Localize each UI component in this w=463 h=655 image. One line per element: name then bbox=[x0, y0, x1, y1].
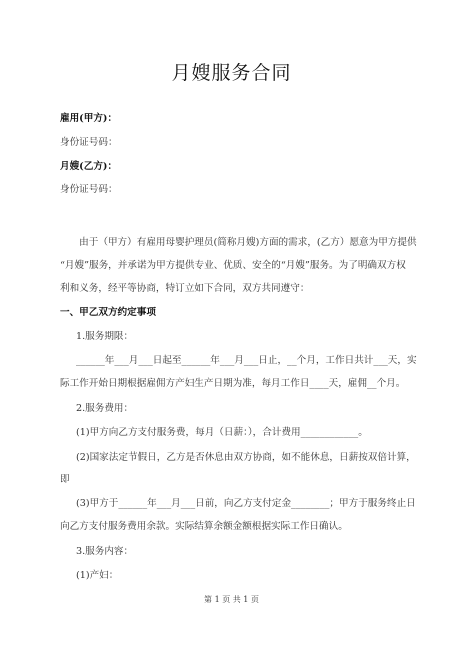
item-2-paragraph-3-line-1: (3)甲方于______年___月___日前，向乙方支付定金________；甲方于服务终止日 bbox=[76, 498, 416, 509]
intro-line-2: “月嫂”服务，并承诺为甲方提供专业、优质、安全的“月嫂”服务。为了明确双方权 bbox=[60, 260, 406, 271]
item-1-label: 1.服务期限： bbox=[76, 331, 134, 342]
party-a-id-label: 身份证号码： bbox=[60, 137, 118, 148]
item-2-paragraph-1: (1)甲方向乙方支付服务费，每月（日薪：），合计费用____________。 bbox=[76, 427, 368, 438]
page-footer: 第 1 页 共 1 页 bbox=[204, 595, 259, 604]
document-title: 月嫂服务合同 bbox=[171, 62, 292, 84]
party-b-label: 月嫂(乙方)： bbox=[60, 161, 118, 172]
item-1-line-1: ______年___月___日起至______年___月___日止，__个月，工作日共计___天，实 bbox=[76, 355, 417, 366]
item-2-paragraph-2-line-1: (2)国家法定节假日，乙方是否休息由双方协商，如不能休息，日薪按双倍计算， bbox=[76, 452, 416, 463]
item-2-label: 2.服务费用： bbox=[76, 403, 134, 414]
section-1-heading: 一、甲乙双方约定事项 bbox=[60, 307, 156, 318]
item-2-paragraph-2-line-2: 即 bbox=[60, 474, 70, 485]
intro-line-1: 由于（甲方）有雇用母婴护理员(简称月嫂)方面的需求，(乙方）愿意为甲方提供 bbox=[60, 237, 417, 248]
party-b-id-label: 身份证号码： bbox=[60, 184, 118, 195]
item-1-line-2: 际工作开始日期根据雇佣方产妇生产日期为准，每月工作日____天，雇佣__个月。 bbox=[60, 378, 406, 389]
party-a-label: 雇用(甲方)： bbox=[60, 113, 118, 124]
intro-line-3: 利和义务，经平等协商，特订立如下合同，双方共同遵守： bbox=[60, 283, 310, 294]
item-3-subitem-1: (1)产妇： bbox=[76, 570, 119, 581]
item-2-paragraph-3-line-2: 向乙方支付服务费用余款。实际结算余额金额根据实际工作日确认。 bbox=[60, 521, 348, 532]
item-3-label: 3.服务内容： bbox=[76, 546, 134, 557]
